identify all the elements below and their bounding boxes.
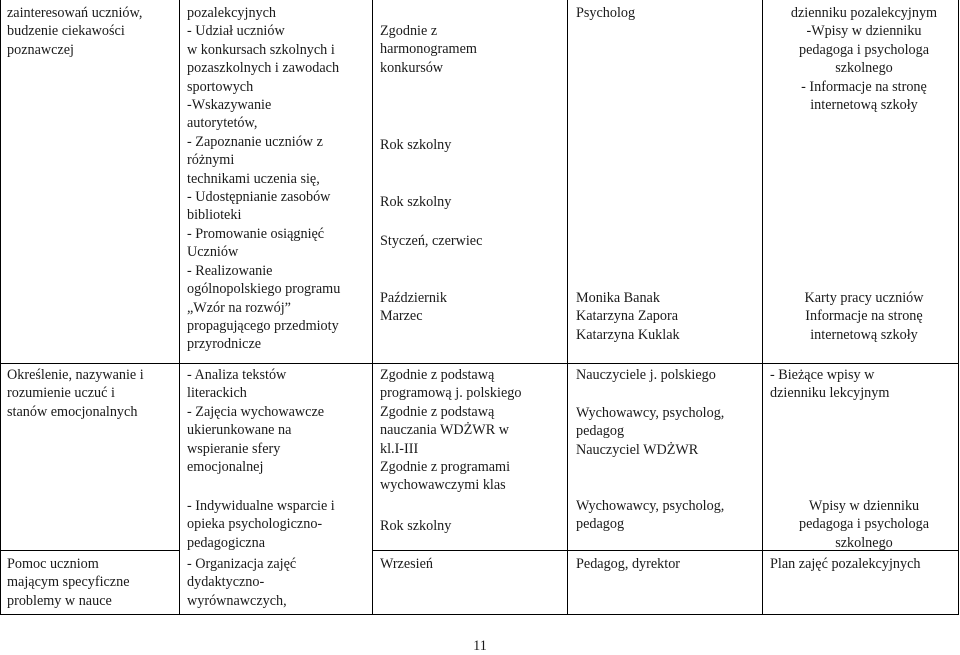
table-border-bottom [0,614,959,615]
row2-documentation-entries: - Bieżące wpisy w dzienniku lekcyjnym [770,367,890,402]
row2-responsible-class-teachers: Wychowawcy, psycholog, pedagog Nauczyciel WDŻWR [576,405,725,458]
table-border-right [958,0,959,614]
row2-responsible-support-staff: Wychowawcy, psycholog, pedagog [576,498,725,533]
row1-objective: zainteresowań uczniów, budzenie ciekawości poznawczej [7,5,143,58]
row1-deadline-school-year-2: Rok szkolny [380,194,452,210]
row-divider-2 [0,550,180,551]
row1-deadline-contests: Zgodnie z harmonogramem konkursów [380,23,477,76]
row1-responsible-teachers: Monika Banak Katarzyna Zapora Katarzyna Kuklak [576,290,680,343]
row1-activities: pozalekcyjnych - Udział uczniów w konkursach szkolnych i pozaszkolnych i zawodach sportowych -Wskazywanie autorytetów, - Zapoznanie uczniów z różnymi technikami uczenia się, - Udostępnianie zasobów biblioteki - Promowanie osiągnięć Uczniów - Realizowanie ogólnopolskiego programu „Wzór na rozwój” propagującego przedmioty przyrodnicze [187,5,341,353]
row1-deadline-school-year-1: Rok szkolny [380,137,452,153]
row2-documentation-pedagogue: Wpisy w dzienniku pedagoga i psychologa szkolnego [798,498,929,551]
row2-activities-support: - Indywidualne wsparcie i opieka psychologiczno- pedagogiczna [187,498,335,551]
row3-deadline: Wrzesień [380,556,433,572]
row1-responsible-psychologist: Psycholog [576,5,636,21]
row1-deadline-jan-jun: Styczeń, czerwiec [380,233,483,249]
row3-activities: - Organizacja zajęć dydaktyczno- wyrównawczych, [187,556,297,609]
row1-deadline-oct-mar: Październik Marzec [380,290,447,325]
row3-objective: Pomoc uczniom mającym specyficzne problemy w nauce [7,556,130,609]
row2-objective: Określenie, nazywanie i rozumienie uczuć i stanów emocjonalnych [7,367,144,420]
page-number: 11 [473,638,487,654]
row1-documentation: dzienniku pozalekcyjnym -Wpisy w dzienniku pedagoga i psychologa szkolnego - Informacje na stronę internetową szkoły [790,5,938,114]
column-divider-1 [179,0,180,614]
row3-responsible: Pedagog, dyrektor [576,556,681,572]
row1-documentation-worksheets: Karty pracy uczniów Informacje na stronę internetową szkoły [804,290,924,343]
row2-responsible-polish-teachers: Nauczyciele j. polskiego [576,367,716,383]
row-divider-1 [0,363,959,364]
table-border-left [0,0,1,614]
row2-deadline-school-year: Rok szkolny [380,518,452,534]
row2-deadline-curriculum: Zgodnie z podstawą programową j. polskiego Zgodnie z podstawą nauczania WDŻWR w kl.I-III Zgodnie z programami wychowawczymi klas [380,367,522,494]
row2-activities-literary: - Analiza tekstów literackich - Zajęcia wychowawcze ukierunkowane na wspieranie sfery emocjonalnej [187,367,325,476]
row3-documentation: Plan zajęć pozalekcyjnych [770,556,921,572]
